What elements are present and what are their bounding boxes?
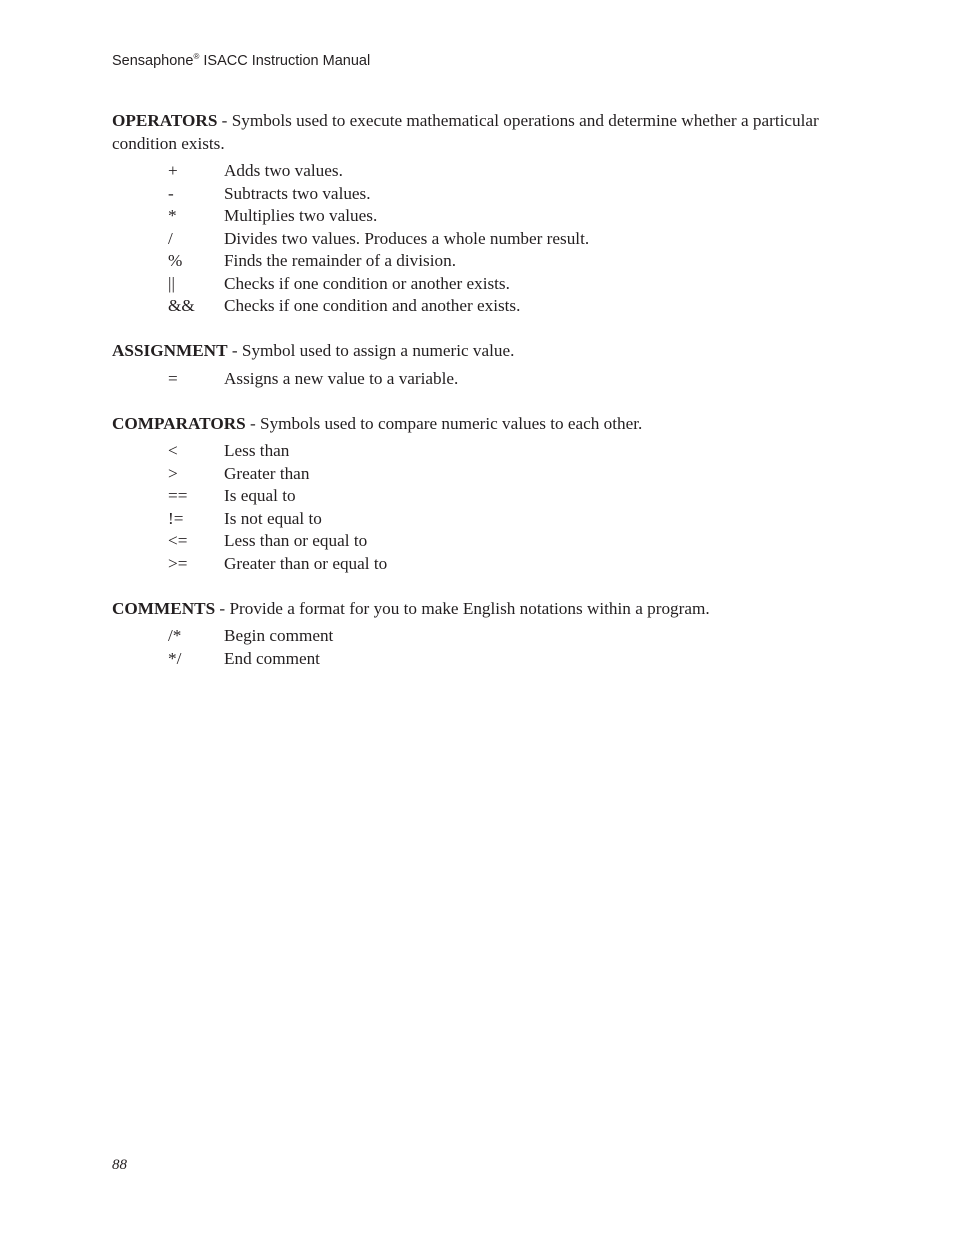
section-text: - Symbol used to assign a numeric value.	[227, 341, 515, 360]
section-term: ASSIGNMENT	[112, 341, 228, 360]
section-comparators	[112, 413, 827, 576]
definition: Finds the remainder of a division.	[224, 251, 456, 270]
list-item	[112, 250, 827, 273]
list-item	[112, 508, 827, 531]
list-item	[112, 625, 827, 648]
definition: Assigns a new value to a variable.	[224, 368, 459, 388]
list-item	[112, 530, 827, 553]
definition: End comment	[224, 648, 320, 668]
list-item	[112, 553, 827, 576]
running-header	[112, 52, 370, 69]
symbol: %	[168, 251, 183, 270]
section-term: COMMENTS	[112, 598, 216, 618]
page-body	[112, 110, 827, 693]
symbol: =	[168, 368, 178, 388]
list-item	[112, 273, 827, 296]
list-item	[112, 648, 827, 671]
symbol: */	[168, 648, 182, 668]
definition: Is equal to	[224, 486, 296, 505]
symbol: <	[168, 441, 178, 460]
list-item	[112, 295, 827, 318]
list-item	[112, 485, 827, 508]
section-text: - Symbols used to execute mathematical operations and determine whether a particular condition exists.	[112, 111, 819, 153]
definition: Checks if one condition or another exists.	[224, 273, 510, 293]
symbol: !=	[168, 508, 184, 528]
list-item	[112, 368, 827, 391]
section-term: OPERATORS	[112, 111, 218, 130]
section-description	[112, 598, 827, 621]
section-operators	[112, 110, 827, 318]
symbol: >=	[168, 553, 188, 573]
page-number: 88	[112, 1157, 127, 1173]
list-item	[112, 463, 827, 486]
symbol-list	[112, 440, 827, 575]
definition: Adds two values.	[224, 161, 343, 180]
symbol: /*	[168, 626, 182, 645]
symbol: <=	[168, 531, 188, 550]
section-description	[112, 110, 827, 155]
definition: Less than or equal to	[224, 531, 368, 550]
symbol: &&	[168, 296, 195, 315]
section-text: - Provide a format for you to make English notations within a program.	[215, 598, 710, 618]
symbol: >	[168, 463, 178, 483]
definition: Begin comment	[224, 626, 334, 645]
section-description	[112, 340, 827, 363]
definition: Greater than or equal to	[224, 553, 388, 573]
list-item	[112, 183, 827, 206]
symbol: -	[168, 183, 174, 203]
definition: Subtracts two values.	[224, 183, 371, 203]
section-text: - Symbols used to compare numeric values to each other.	[245, 413, 643, 433]
symbol: +	[168, 161, 178, 180]
section-description	[112, 413, 827, 436]
list-item	[112, 440, 827, 463]
symbol: /	[168, 228, 173, 248]
definition: Is not equal to	[224, 508, 322, 528]
section-comments	[112, 598, 827, 671]
header-brand: Sensaphone	[112, 53, 194, 69]
definition: Multiplies two values.	[224, 206, 378, 225]
definition: Divides two values. Produces a whole number result.	[224, 228, 590, 248]
symbol-list	[112, 160, 827, 318]
list-item	[112, 228, 827, 251]
registered-mark: ®	[193, 52, 200, 61]
symbol-list	[112, 368, 827, 391]
list-item	[112, 205, 827, 228]
header-title: ISACC Instruction Manual	[199, 53, 371, 69]
section-assignment	[112, 340, 827, 390]
symbol: *	[168, 206, 177, 225]
symbol: ==	[168, 486, 188, 505]
definition: Greater than	[224, 463, 310, 483]
symbol-list	[112, 625, 827, 670]
section-term: COMPARATORS	[112, 413, 246, 433]
definition: Checks if one condition and another exists.	[224, 296, 521, 315]
symbol: ||	[168, 273, 175, 293]
list-item	[112, 160, 827, 183]
definition: Less than	[224, 441, 290, 460]
